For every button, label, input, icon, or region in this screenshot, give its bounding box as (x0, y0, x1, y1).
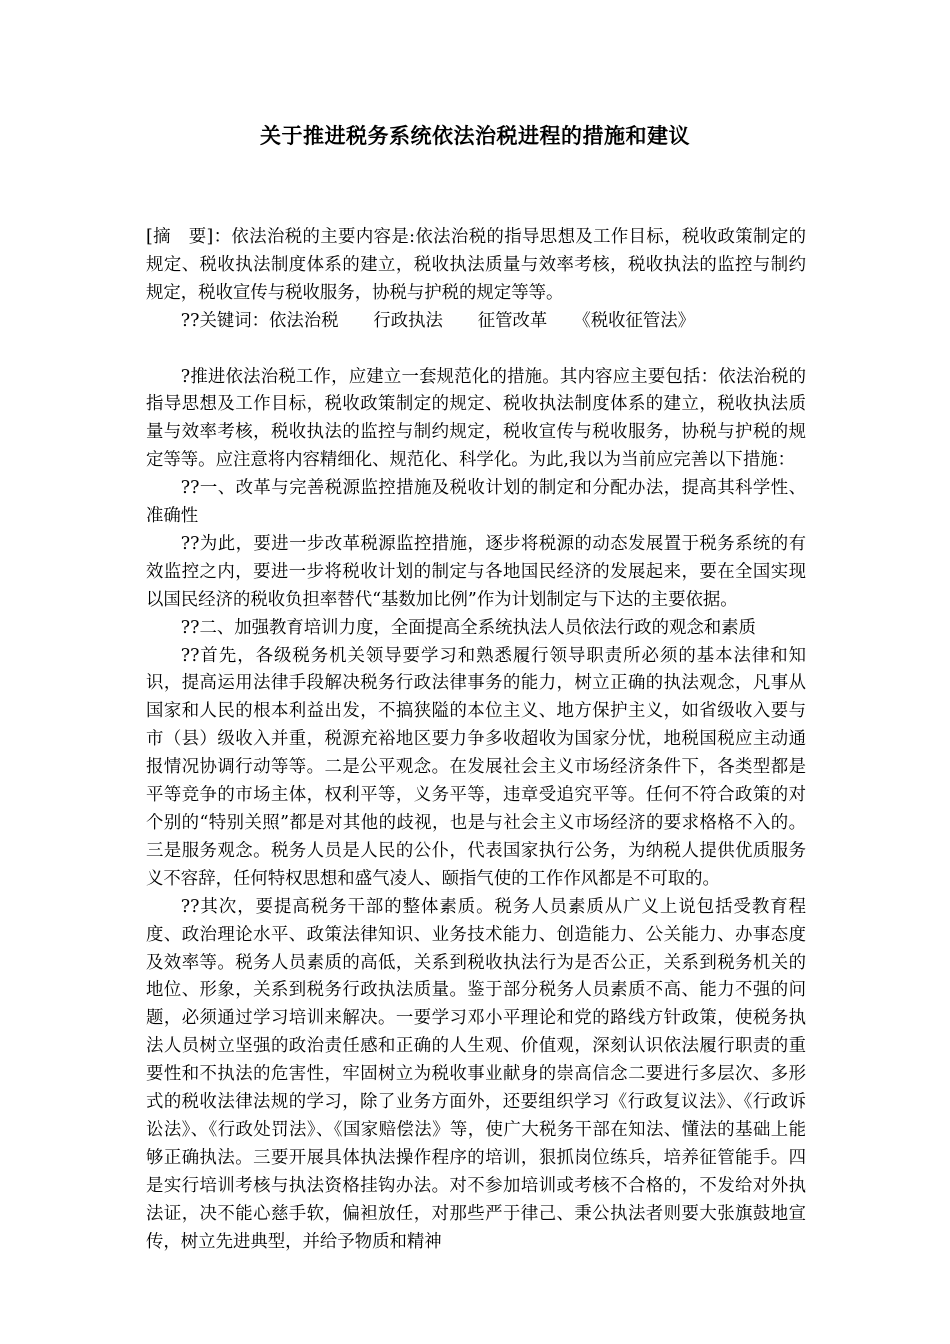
body-paragraph: ?推进依法治税工作，应建立一套规范化的措施。其内容应主要包括：依法治税的指导思想及工作目标，税收政策制定的规定、税收执法制度体系的建立，税收执法质量与效率考核，税收执法的监控与制约规定，税收宣传与税收服务，协税与护税的规定等等。应注意将内容精细化、规范化、科学化。为此,我以为当前应完善以下措施： (146, 366, 806, 471)
body-paragraph: ??为此，要进一步改革税源监控措施，逐步将税源的动态发展置于税务系统的有效监控之内，要进一步将税收计划的制定与各地国民经济的发展起来，要在全国实现以国民经济的税收负担率替代“基数加比例”作为计划制定与下达的主要依据。 (146, 533, 806, 610)
section-heading-2: ??二、加强教育培训力度，全面提高全系统执法人员依法行政的观念和素质 (180, 617, 756, 638)
keywords-line: ??关键词：依法治税 行政执法 征管改革 《税收征管法》 (180, 310, 696, 331)
section-heading-1: ??一、改革与完善税源监控措施及税收计划的制定和分配办法，提高其科学性、准确性 (146, 478, 806, 527)
body-paragraph: ??首先，各级税务机关领导要学习和熟悉履行领导职责所必须的基本法律和知识，提高运用法律手段解决税务行政法律事务的能力，树立正确的执法观念，凡事从国家和人民的根本利益出发，不搞狭隘的本位主义、地方保护主义，如省级收入要与市（县）级收入并重，税源充裕地区要力争多收超收为国家分忧，地税国税应主动通报情况协调行动等等。二是公平观念。在发展社会主义市场经济条件下，各类型都是平等竞争的市场主体，权利平等，义务平等，违章受追究平等。任何不符合政策的对个别的“特别关照”都是对其他的歧视，也是与社会主义市场经济的要求格格不入的。三是服务观念。税务人员是人民的公仆，代表国家执行公务，为纳税人提供优质服务义不容辞，任何特权思想和盛气凌人、颐指气使的工作作风都是不可取的。 (146, 645, 806, 889)
blank-line (146, 336, 806, 364)
document-body (146, 224, 806, 1257)
abstract: [摘 要]：依法治税的主要内容是:依法治税的指导思想及工作目标，税收政策制定的规定、税收执法制度体系的建立，税收执法质量与效率考核，税收执法的监控与制约规定，税收宣传与税收服务，协税与护税的规定等等。 (146, 227, 806, 303)
document-title: 关于推进税务系统依法治税进程的措施和建议 (260, 124, 690, 148)
body-paragraph: ??其次，要提高税务干部的整体素质。税务人员素质从广义上说包括受教育程度、政治理论水平、政策法律知识、业务技术能力、创造能力、公关能力、办事态度及效率等。税务人员素质的高低，关系到税收执法行为是否公正，关系到税务机关的地位、形象，关系到税务行政执法质量。鉴于部分税务人员素质不高、能力不强的问题，必须通过学习培训来解决。一要学习邓小平理论和党的路线方针政策，使税务执法人员树立坚强的政治责任感和正确的人生观、价值观，深刻认识依法履行职责的重要性和不执法的危害性，牢固树立为税收事业献身的崇高信念二要进行多层次、多形式的税收法律法规的学习，除了业务方面外，还要组织学习《行政复议法》、《行政诉讼法》、《行政处罚法》、《国家赔偿法》等，使广大税务干部在知法、懂法的基础上能够正确执法。三要开展具体执法操作程序的培训，狠抓岗位练兵，培养征管能手。四是实行培训考核与执法资格挂钩办法。对不参加培训或考核不合格的，不发给对外执法证，决不能心慈手软，偏袒放任，对那些严于律己、秉公执法者则要大张旗鼓地宣传，树立先进典型，并给予物质和精神 (146, 896, 806, 1252)
